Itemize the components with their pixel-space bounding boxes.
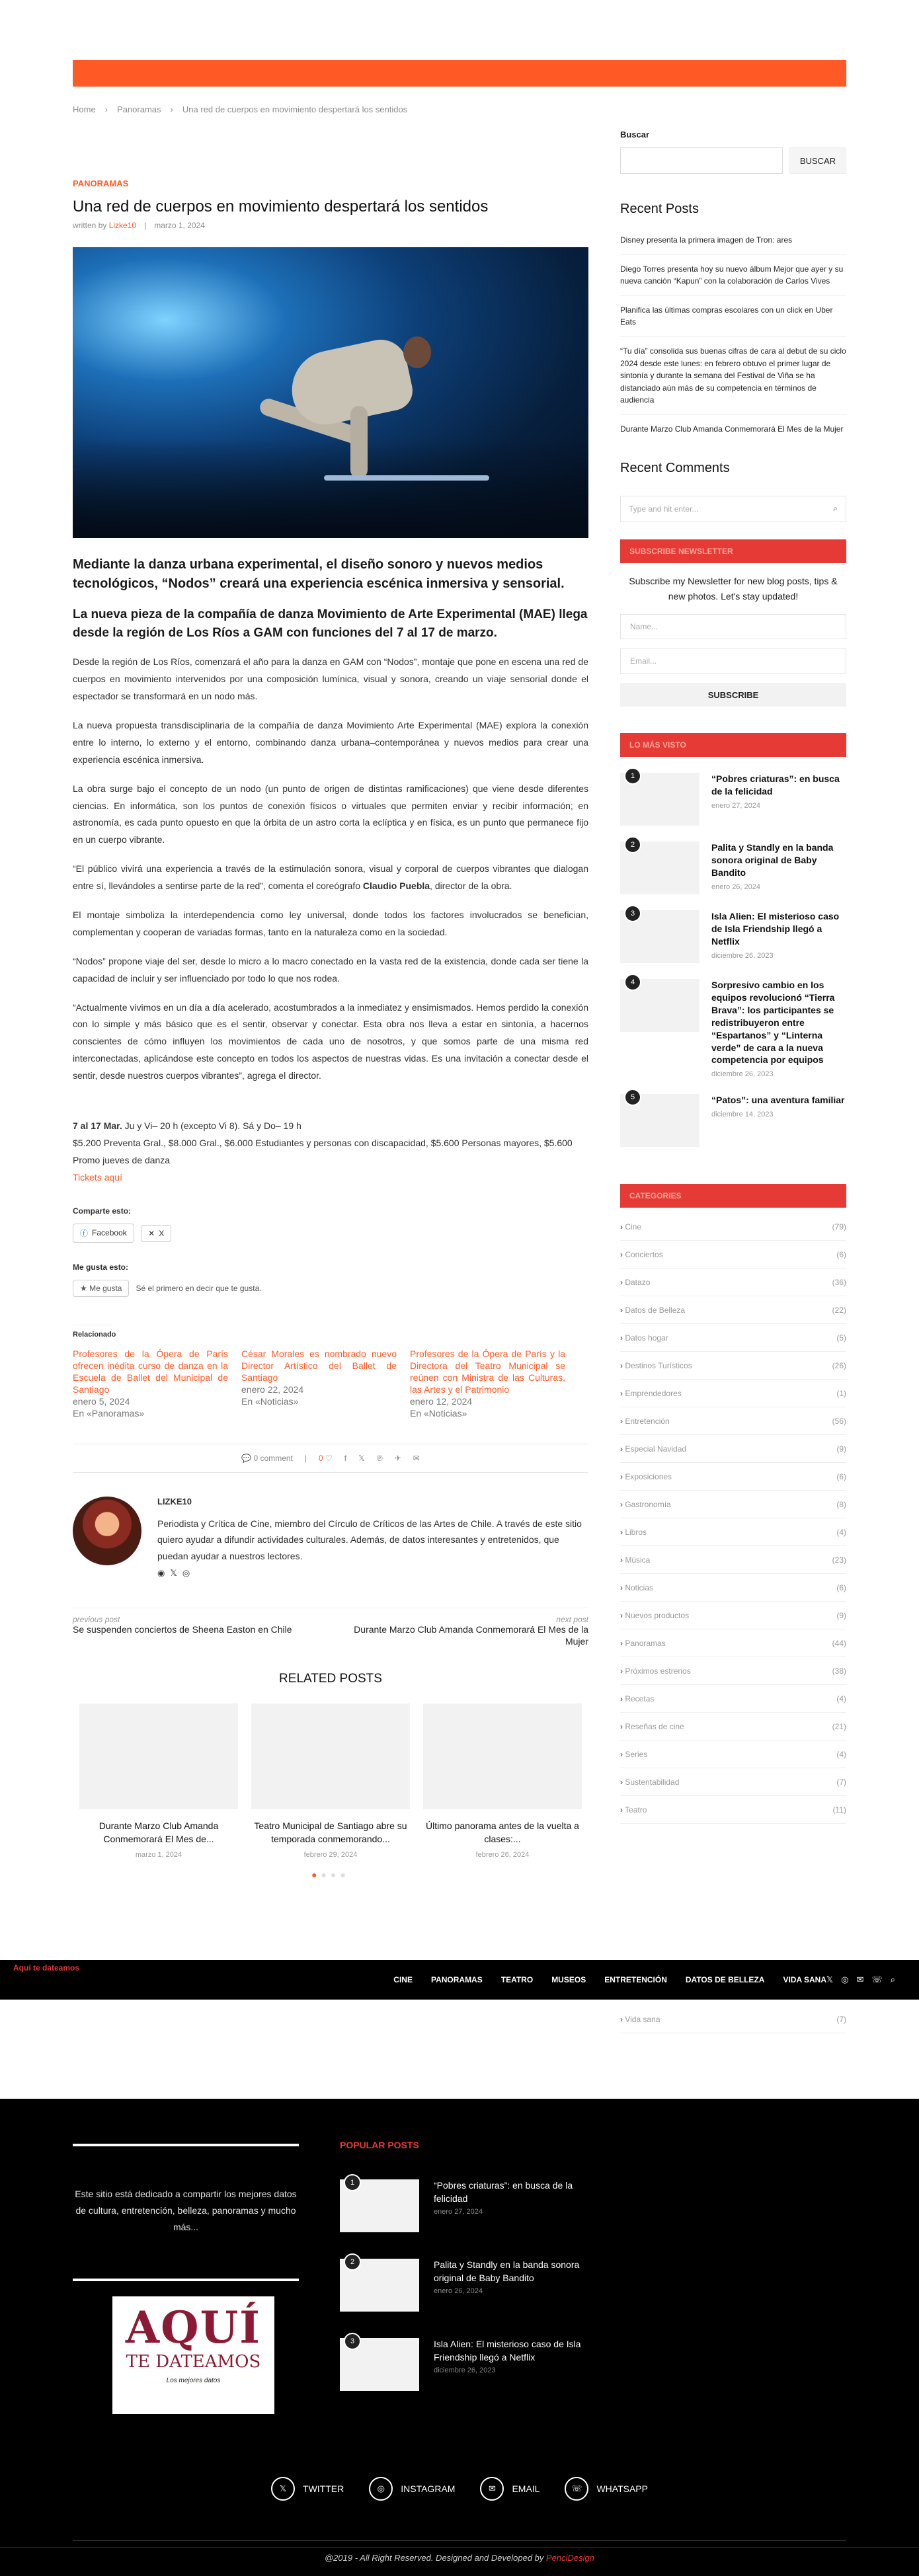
footer-popular-item[interactable]: 1 “Pobres criaturas”: en busca de la felicidad enero 27, 2024	[340, 2179, 604, 2232]
related-item: César Morales es nombrado nuevo Director Artístico del Ballet de Santiago enero 22, 2024 En «Noticias»	[241, 1348, 397, 1407]
category-item[interactable]: › Exposiciones (6)	[620, 1463, 846, 1491]
category-item[interactable]: › Sustentabilidad (7)	[620, 1768, 846, 1796]
post-lead: Mediante la danza urbana experimental, el diseño sonoro y nuevos medios tecnológicos, “Nodos” creará una experiencia escénica inmersiva y sensorial.	[73, 557, 565, 592]
category-item[interactable]: › Destinos Turísticos (26)	[620, 1352, 846, 1380]
event-info: 7 al 17 Mar. Ju y Vi– 20 h (excepto Vi 8). Sá y Do– 19 h $5.200 Preventa Gral., $8.000 Gral., $6.000 Estudiantes y personas con discapacidad, $5.600 Personas mayores, $5.600 Promo jueves de danza Tickets aquí	[73, 1118, 588, 1187]
email-icon[interactable]: ✉	[856, 1974, 864, 1984]
related-post-card[interactable]: Durante Marzo Club Amanda Conmemorará El Mes de... marzo 1, 2024	[79, 1703, 238, 1859]
related-list	[73, 1348, 588, 1420]
facebook-icon[interactable]: f	[344, 1453, 347, 1463]
recent-post-link[interactable]: Diego Torres presenta hoy su nuevo álbum Mejor que ayer y su nueva canción “Kapun” con la colaboración de Carlos Vives	[620, 255, 846, 296]
top-banner	[73, 60, 846, 87]
nav-item-vida-sana[interactable]: VIDA SANA	[783, 1975, 826, 1984]
category-item[interactable]: › Recetas (4)	[620, 1685, 846, 1713]
paragraph: La obra surge bajo el concepto de un nodo (un punto de origen de distintas ramificaciones) que viene desde diferentes ciencias. En informática, son los puntos de conexión físicos o virtuales que permiten enviar y recibir información; en astronomía, es cada punto opuesto en que la órbita de un astro corta la eclíptica y en física, es un punto que permanece fijo en un cuerpo vibrante.	[73, 783, 588, 845]
category-item[interactable]: › Reseñas de cine (21)	[620, 1713, 846, 1740]
search-icon[interactable]: ⌕	[890, 1974, 895, 1984]
main-navigation	[0, 1960, 919, 2000]
instagram-icon: ◎	[369, 2477, 393, 2501]
heart-icon: ♡	[325, 1453, 333, 1463]
footer-about: Este sitio está dedicado a compartir los mejores datos de cultura, entretención, belleza, panoramas y mucho más...	[75, 2189, 297, 2233]
email-icon[interactable]: ✉	[413, 1453, 420, 1463]
footer-logo[interactable]: AQUÍ TE DATEAMOS Los mejores datos	[112, 2296, 274, 2414]
category-item[interactable]: › Datos hogar (5)	[620, 1324, 846, 1352]
breadcrumb-home[interactable]: Home	[73, 104, 96, 114]
nav-item-entretencion[interactable]: ENTRETENCIÓN	[604, 1975, 667, 1984]
nav-item-cine[interactable]: CINE	[393, 1975, 413, 1984]
paragraph: Desde la región de Los Ríos, comenzará el año para la danza en GAM con “Nodos”, montaje que pone en escena una red de cuerpos en movimiento intervenidos por una composición lumínica, visual y sonora, creando un viaje sensorial donde el espectador se transformará en un nodo más.	[73, 656, 588, 702]
share-facebook-button[interactable]: ⓕ Facebook	[73, 1224, 134, 1243]
related-post-card[interactable]: Último panorama antes de la vuelta a clases:... febrero 26, 2024	[423, 1703, 582, 1859]
category-item[interactable]: › Próximos estrenos (38)	[620, 1657, 846, 1685]
footer-popular-item[interactable]: 2 Palita y Standly en la banda sonora original de Baby Bandito enero 26, 2024	[340, 2259, 604, 2312]
tickets-link[interactable]: Tickets aquí	[73, 1171, 122, 1183]
x-icon: ✕	[148, 1228, 155, 1238]
author-name[interactable]: LIZKE10	[157, 1496, 192, 1506]
popular-item[interactable]: 1 “Pobres criaturas”: en busca de la felicidad enero 27, 2024	[620, 773, 846, 826]
category-item[interactable]: › Teatro (11)	[620, 1796, 846, 1824]
related-post-card[interactable]: Teatro Municipal de Santiago abre su temporada conmemorando... febrero 29, 2024	[251, 1703, 410, 1859]
whatsapp-icon[interactable]: ☏	[871, 1974, 883, 1984]
paragraph: “El público vivirá una experiencia a través de la estimulación sonora, visual y corporal de cuerpos vibrantes que dialogan entre sí, llevándoles a sentirse parte de la red”, comenta el coreógrafo Claudio Puebla, director de la obra.	[73, 863, 588, 892]
popular-item[interactable]: 5 “Patos”: una aventura familiar diciembre 14, 2023	[620, 1094, 846, 1147]
email-field[interactable]: Email...	[620, 648, 846, 674]
search-input[interactable]	[620, 147, 783, 174]
pinterest-icon[interactable]: ℗	[376, 1453, 383, 1463]
category-item[interactable]: › Emprendedores (1)	[620, 1380, 846, 1407]
previous-post-link[interactable]: previous post Se suspenden conciertos de Sheena Easton en Chile	[73, 1615, 292, 1635]
related-heading: Relacionado	[73, 1325, 112, 1339]
related-posts-carousel	[73, 1703, 588, 1859]
category-item[interactable]: › Especial Navidad (9)	[620, 1435, 846, 1463]
share-icon[interactable]: ✈	[394, 1453, 401, 1463]
copyright: @2019 - All Right Reserved. Designed and Developed by PenciDesign	[0, 2547, 919, 2563]
instagram-icon[interactable]: ◎	[841, 1974, 849, 1984]
page-title: Una red de cuerpos en movimiento despertará los sentidos	[73, 198, 489, 215]
related-link[interactable]: Profesores de la Ópera de París y la Directora del Teatro Municipal se reúnen con Ministra de las Culturas, las Artes y el Patrimonio	[410, 1348, 565, 1395]
post-date: marzo 1, 2024	[154, 221, 205, 231]
category-item[interactable]: › Series (4)	[620, 1740, 846, 1768]
related-link[interactable]: Profesores de la Ópera de París ofrecen inédita curso de danza en la Escuela de Ballet del Municipal de Santiago	[73, 1348, 228, 1395]
recent-post-link[interactable]: Durante Marzo Club Amanda Conmemorará El Mes de la Mujer	[620, 424, 844, 434]
recent-post-link[interactable]: Planifica las últimas compras escolares con un click en Uber Eats	[620, 296, 846, 337]
breadcrumb-current: Una red de cuerpos en movimiento despertará los sentidos	[182, 104, 408, 114]
like-counter[interactable]: 0 ♡	[319, 1453, 333, 1463]
comments-link[interactable]: 💬 0 comment	[241, 1453, 293, 1463]
popular-item[interactable]: 2 Palita y Standly en la banda sonora original de Baby Bandito enero 26, 2024	[620, 841, 846, 894]
comment-icon: 💬	[241, 1453, 252, 1463]
email-icon: ✉	[480, 2477, 504, 2501]
breadcrumb: Home › Panoramas › Una red de cuerpos en movimiento despertará los sentidos	[73, 104, 408, 114]
paragraph: La nueva propuesta transdisciplinaria de la compañía de danza Movimiento Arte Experimental (MAE) explora la conexión entre lo interno, lo externo y el entorno, combinando danza urbana–contemporánea y nuevos medios para crear una experiencia escénica inmersiva.	[73, 719, 588, 765]
search-button[interactable]: BUSCAR	[789, 147, 846, 174]
subscribe-button[interactable]: SUBSCRIBE	[620, 683, 846, 707]
avatar	[73, 1497, 141, 1565]
post-navigation	[73, 1608, 588, 1648]
search-icon[interactable]: ⌕	[833, 504, 838, 514]
popular-item[interactable]: 3 Isla Alien: El misterioso caso de Isla Friendship llegó a Netflix diciembre 26, 2023	[620, 910, 846, 963]
recent-posts-heading: Recent Posts	[620, 202, 699, 216]
paragraph: “Actualmente vivimos en un día a día acelerado, acostumbrados a la inmediatez y ensimismados. Hemos perdido la conexión con lo simple y más básico que es el sentir, observar y conectar. Esta obra nos lleva a estar en sintonía, a hacernos conscientes de cómo influyen los movimientos de cada uno de nosotros, y que somos parte de una misma red interconectadas, aplicándose este concepto en todos los aspectos de nuestras vidas. Es una invitación a conectar desde el sentir, desde nuestros cuerpos vibrantes”, agrega el director.	[73, 1001, 588, 1081]
category-item[interactable]: › Gastronomía (8)	[620, 1491, 846, 1518]
popular-list	[620, 773, 846, 1147]
nav-item-museos[interactable]: MUSEOS	[551, 1975, 586, 1984]
related-posts-heading: RELATED POSTS	[279, 1672, 382, 1686]
categories-continued	[620, 2006, 846, 2033]
hero-image-dancer	[73, 247, 588, 538]
category-item[interactable]: › Vida sana (7)	[620, 2006, 846, 2033]
designer-link[interactable]: PenciDesign	[546, 2553, 595, 2563]
category-item[interactable]: › Datos de Belleza (22)	[620, 1296, 846, 1324]
related-item: Profesores de la Ópera de París y la Directora del Teatro Municipal se reúnen con Ministra de las Culturas, las Artes y el Patrimonio enero 12, 2024 En «Noticias»	[410, 1348, 565, 1419]
share-x-button[interactable]: ✕ X	[141, 1225, 171, 1242]
instagram-icon[interactable]: ◎	[182, 1568, 196, 1579]
twitter-icon[interactable]: 𝕏	[170, 1568, 182, 1579]
category-item[interactable]: › Cine (79)	[620, 1213, 846, 1241]
footer-popular-item[interactable]: 3 Isla Alien: El misterioso caso de Isla Friendship llegó a Netflix diciembre 26, 2023	[340, 2338, 604, 2391]
footer-social	[0, 2477, 919, 2501]
carousel-dots[interactable]: ●●●●	[311, 1869, 350, 1881]
nav-item-panoramas[interactable]: PANORAMAS	[430, 1975, 483, 1984]
divider	[73, 2144, 299, 2146]
category-item[interactable]: › Noticias (6)	[620, 1574, 846, 1602]
search-label: Buscar	[620, 130, 650, 139]
category-item[interactable]: › Entretención (56)	[620, 1407, 846, 1435]
category-item[interactable]: › Datazo (36)	[620, 1268, 846, 1296]
breadcrumb-section[interactable]: Panoramas	[117, 104, 161, 114]
whatsapp-icon: ☏	[565, 2477, 588, 2501]
comment-search-input[interactable]: Type and hit enter... ⌕	[620, 496, 846, 522]
nav-item-datos-belleza[interactable]: DATOS DE BELLEZA	[685, 1975, 765, 1984]
footer-twitter-link[interactable]: 𝕏 TWITTER	[271, 2477, 344, 2501]
paragraph: El montaje simboliza la interdependencia como ley universal, donde todos los factores involucrados se benefician, complementan y cooperan de variadas formas, tanto en la naturaleza como en la sociedad.	[73, 909, 588, 937]
footer-email-link[interactable]: ✉ EMAIL	[480, 2477, 539, 2501]
divider	[73, 2279, 299, 2281]
share-heading: Comparte esto:	[73, 1206, 132, 1216]
twitter-icon[interactable]: 𝕏	[826, 1974, 834, 1984]
post-category[interactable]: PANORAMAS	[73, 178, 129, 188]
name-field[interactable]: Name...	[620, 614, 846, 639]
newsletter-heading: SUBSCRIBE NEWSLETTER	[620, 539, 846, 563]
nav-item-teatro[interactable]: TEATRO	[500, 1975, 534, 1984]
next-post-link[interactable]: next post Durante Marzo Club Amanda Conmemorará El Mes de la Mujer	[354, 1615, 588, 1647]
written-by: written by	[73, 221, 107, 231]
popular-item[interactable]: 4 Sorpresivo cambio en los equipos revolucionó “Tierra Brava”: los participantes se redistribuyeron entre “Espartanos” y “Linterna verde” de cara a la nueva competencia por equipos diciembre 26, 2023	[620, 979, 846, 1078]
recent-post-link[interactable]: “Tu día” consolida sus buenas cifras de cara al debut de su ciclo 2024 desde este lunes: en febrero obtuvo el primer lugar de sintonía y durante la semana del Festival de Viña se ha distanciado aún más de su competencia en términos de audiencia	[620, 337, 846, 415]
recent-comments-heading: Recent Comments	[620, 460, 730, 475]
category-item[interactable]: › Libros (4)	[620, 1518, 846, 1546]
categories-list	[620, 1213, 846, 1824]
post-meta: written by Lizke10 | marzo 1, 2024	[73, 221, 205, 231]
post-subtitle: La nueva pieza de la compañía de danza Movimiento de Arte Experimental (MAE) llega desde la región de Los Ríos a GAM con funciones del 7 al 17 de marzo.	[73, 607, 588, 640]
newsletter-text: Subscribe my Newsletter for new blog posts, tips & new photos. Let's stay updated!	[629, 575, 838, 602]
category-item[interactable]: › Conciertos (6)	[620, 1241, 846, 1268]
recent-post-link[interactable]: Disney presenta la primera imagen de Tron: ares	[620, 226, 846, 255]
facebook-icon: ⓕ	[80, 1228, 89, 1238]
site-logo[interactable]: Aquí te dateamos	[13, 1963, 80, 1972]
category-item[interactable]: › Música (23)	[620, 1546, 846, 1574]
popular-heading: LO MÁS VISTO	[620, 733, 846, 757]
main-content	[73, 178, 588, 1880]
category-item[interactable]: › Panoramas (44)	[620, 1629, 846, 1657]
post-author[interactable]: Lizke10	[108, 221, 137, 231]
related-link[interactable]: César Morales es nombrado nuevo Director Artístico del Ballet de Santiago	[241, 1348, 397, 1383]
footer-instagram-link[interactable]: ◎ INSTAGRAM	[369, 2477, 455, 2501]
categories-heading: CATEGORIES	[620, 1184, 846, 1208]
author-bio: Periodista y Crítica de Cine, miembro del Círculo de Críticos de las Artes de Chile. A través de este sitio quiero ayudar a difundir actividades culturales. Además, de datos interesantes y entretenidos, que puedan ayudar a nuestros lectores.	[157, 1518, 582, 1561]
post-footer-bar: 💬 0 comment | 0 ♡ f 𝕏 ℗ ✈ ✉	[73, 1444, 588, 1473]
related-item: Profesores de la Ópera de París ofrecen inédita curso de danza en la Escuela de Ballet del Municipal de Santiago enero 5, 2024 En «Panoramas»	[73, 1348, 228, 1419]
footer-whatsapp-link[interactable]: ☏ WHATSAPP	[565, 2477, 648, 2501]
twitter-icon: 𝕏	[271, 2477, 295, 2501]
like-button[interactable]: ★ Me gusta	[73, 1280, 129, 1297]
like-text: Sé el primero en decir que te gusta.	[136, 1283, 262, 1293]
star-icon: ★	[80, 1283, 87, 1293]
like-heading: Me gusta esto:	[73, 1262, 129, 1272]
footer-popular-heading: POPULAR POSTS	[340, 2140, 419, 2150]
footer	[0, 2099, 919, 2576]
twitter-icon[interactable]: 𝕏	[358, 1453, 365, 1463]
category-item[interactable]: › Nuevos productos (9)	[620, 1602, 846, 1629]
paragraph: “Nodos” propone viaje del ser, desde lo micro a lo macro conectado en la vasta red de la existencia, donde cada ser tiene la capacidad de incluir y ser influenciado por todo lo que nos rodea.	[73, 955, 588, 984]
author-box	[73, 1497, 588, 1579]
globe-icon[interactable]: ◉	[157, 1568, 171, 1579]
sidebar	[620, 130, 846, 1824]
